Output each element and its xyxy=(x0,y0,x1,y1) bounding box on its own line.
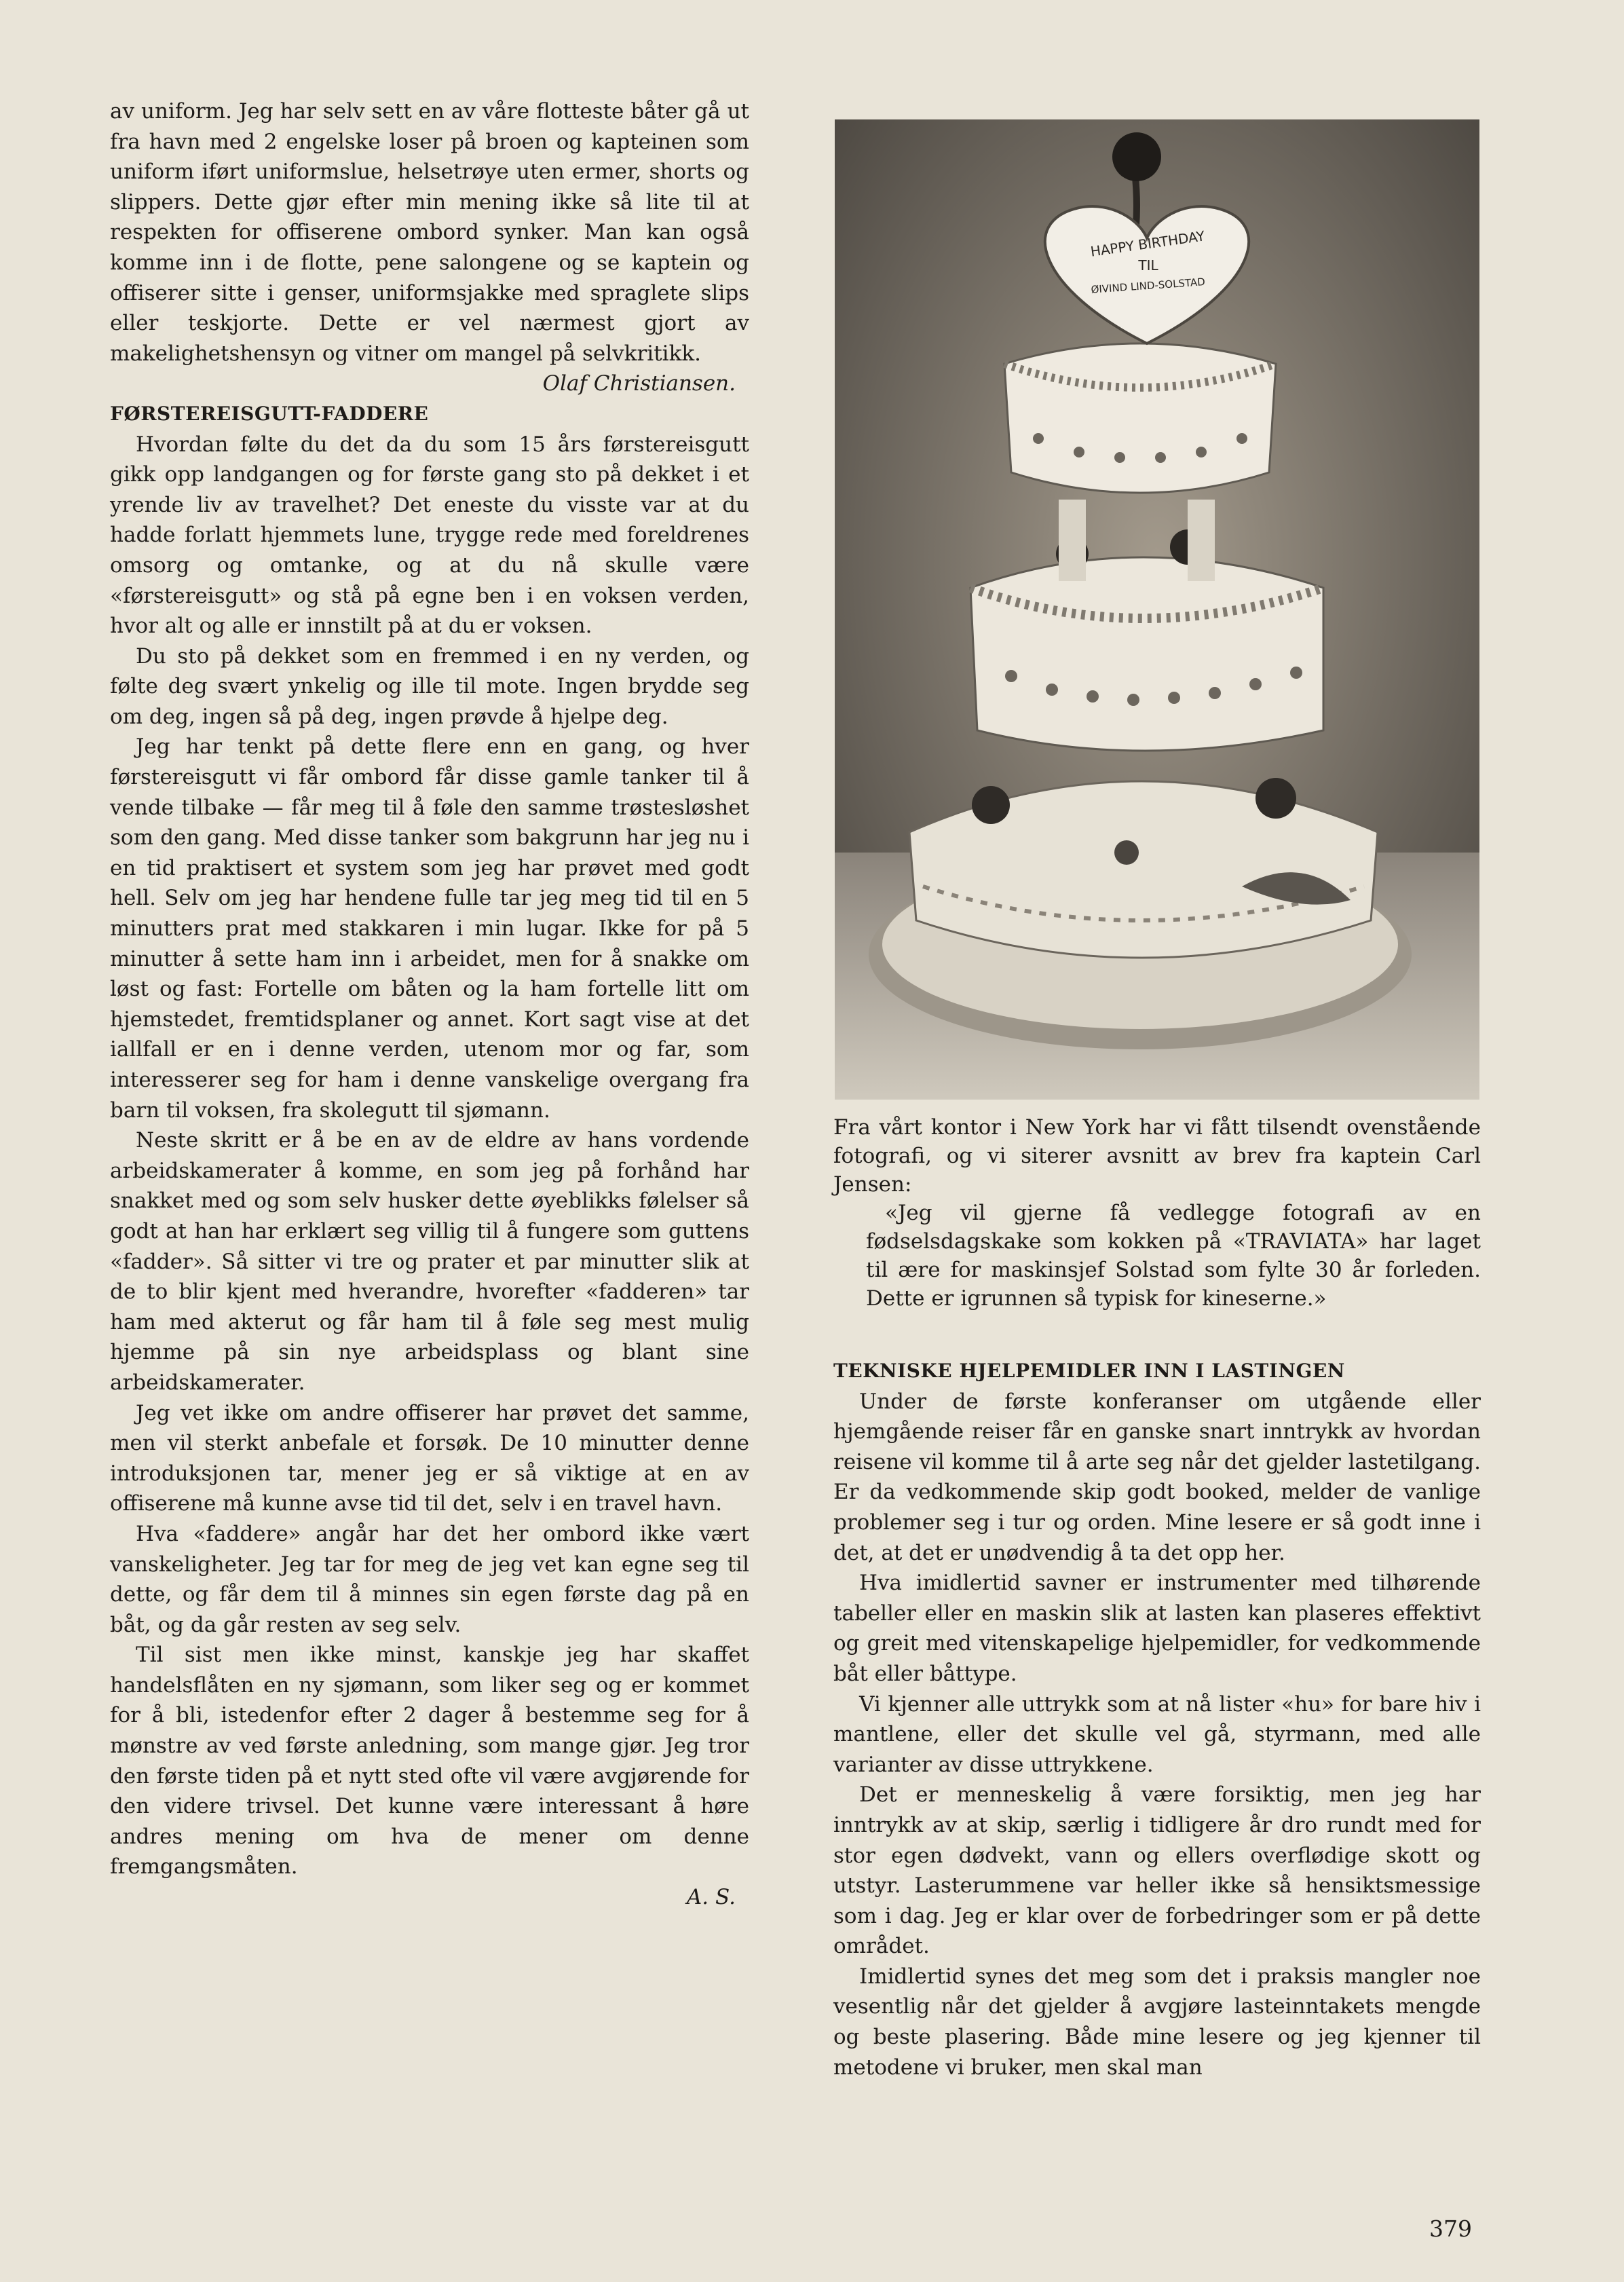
paragraph: Hva «faddere» angår har det her ombord ikke vært vanskeligheter. Jeg tar for meg de jeg vet kan egne seg til dette, og får dem til å minnes sin egen første dag på en båt, og da går resten av seg selv. xyxy=(110,1521,749,1637)
heart-sign-line1: HAPPY BIRTHDAY xyxy=(1089,227,1206,260)
cake-illustration xyxy=(835,119,1479,1100)
paragraph: Det er menneskelig å være forsiktig, men jeg har inntrykk av at skip, særlig i tidligere år dro rundt med for stor egen dødvekt, vann og ellers overflødige skott og utstyr. Lasterummene var heller ikke så hensiktsmessige som i dag. Jeg er klar over de forbedringer som er på dette området. xyxy=(833,1782,1481,1959)
right-column-text xyxy=(833,1113,1481,2082)
flower-decoration xyxy=(1114,840,1139,865)
flower-decoration xyxy=(972,786,1010,824)
heart-sign-line2: TIL xyxy=(1138,257,1158,274)
paragraph: Vi kjenner alle uttrykk som at nå lister «hu» for bare hiv i mantlene, eller det skulle vel gå, styrmann, med alle varianter av disse uttrykkene. xyxy=(833,1691,1481,1777)
paragraph: Til sist men ikke minst, kanskje jeg har skaffet handelsflåten en ny sjømann, som liker seg og er kommet for å bli, istedenfor efter 2 dager å bestemme seg for å mønstre av ved første anledning, som mange gjør. Jeg tror den første tiden på et nytt sted ofte vil være avgjørende for den videre trivsel. Det kunne være interessant å høre andres mening om hva de mener om denne fremgangsmåten. xyxy=(110,1643,749,1879)
left-column-text xyxy=(110,96,749,1913)
cake-tier-middle xyxy=(970,557,1323,751)
intro-signature: Olaf Christiansen. xyxy=(542,371,736,396)
captain-quote: «Jeg vil gjerne få vedlegge fotografi av en fødselsdagskake som kokken på «TRAVIATA» har laget til ære for maskinsjef Solstad som fylte 30 år forleden. Dette er igrunnen så typisk for kineserne.» xyxy=(866,1201,1481,1311)
cake-pillar xyxy=(1188,500,1215,581)
rose-flower xyxy=(1112,132,1161,181)
heart-sign-line3: ØIVIND LIND-SOLSTAD xyxy=(1091,276,1206,296)
cake-tier-top xyxy=(1004,343,1276,493)
paragraph: Imidlertid synes det meg som det i praksis mangler noe vesentlig når det gjelder å avgjøre lasteinntakets mengde og beste plasering. Både mine lesere og jeg kjenner til metodene vi bruker, men skal man xyxy=(833,1964,1481,2080)
flower-decoration xyxy=(1255,778,1296,819)
paragraph: Jeg har tenkt på dette flere enn en gang, og hver førstereisgutt vi får ombord får disse gamle tanker til å vende tilbake — får meg til å føle den samme trøstesløshet som den gang. Med disse tanker som bakgrunn har jeg nu i en tid praktisert et system som jeg har prøvet med godt hell. Selv om jeg har hendene fulle tar jeg meg tid til en 5 minutters prat med stakkaren i min lugar. Ikke for på 5 minutter å sette ham inn i arbeidet, men for å snakke om løst og fast: Fortelle om båten og la ham fortelle litt om hjemstedet, fremtidsplaner og annet. Kort sagt vise at det iallfall er en i denne verden, utenom mor og far, som interesserer seg for ham i denne vanskelige overgang fra barn til voksen, fra skolegutt til sjømann. xyxy=(110,734,749,1123)
section-heading-faddere: FØRSTEREISGUTT-FADDERE xyxy=(110,402,429,425)
paragraph: Du sto på dekket som en fremmed i en ny verden, og følte deg svært ynkelig og ille til mote. Ingen brydde seg om deg, ingen så på deg, ingen prøvde å hjelpe deg. xyxy=(110,643,749,729)
article-signature: A. S. xyxy=(686,1885,736,1910)
paragraph: Under de første konferanser om utgående eller hjemgående reiser får en ganske snart inntrykk av hvordan reisene vil komme til å arte seg når det gjelder lastetilgang. Er da vedkommende skip godt booked, melder de vanlige problemer seg i tur og orden. Mine lesere er så godt inne i det, at det er unødvendig å ta det opp her. xyxy=(833,1389,1481,1565)
photo-caption: Fra vårt kontor i New York har vi fått tilsendt ovenstående fotografi, og vi siterer avsnitt av brev fra kaptein Carl Jensen: xyxy=(833,1115,1481,1197)
paragraph: Hva imidlertid savner er instrumenter med tilhørende tabeller eller en maskin slik at lasten kan plaseres effektivt og greit med vitenskapelige hjelpemidler, for vedkommende båt eller båttype. xyxy=(833,1571,1481,1686)
paragraph: Neste skritt er å be en av de eldre av hans vordende arbeidskamerater å komme, en som jeg på forhånd har snakket med og som selv husker dette øyeblikks følelser så godt at han har erklært seg villig til å fungere som guttens «fadder». Så sitter vi tre og prater et par minutter slik at de to blir kjent med hverandre, hvorefter «fadderen» tar ham med akterut og får ham til å føle seg mest mulig hjemme på sin nye arbeidsplass og blant sine arbeidskamerater. xyxy=(110,1128,749,1395)
page-number: 379 xyxy=(1429,2215,1472,2242)
paragraph: Hvordan følte du det da du som 15 års førstereisgutt gikk opp landgangen og for første gang sto på dekket i et yrende liv av travelhet? Det eneste du visste var at du hadde forlatt hjemmets lune, trygge rede med foreldrenes omsorg og omtanke, og at du nå skulle være «førstereisgutt» og stå på egne ben i en voksen verden, hvor alt og alle er innstilt på at du er voksen. xyxy=(110,432,749,639)
cake-pillar xyxy=(1059,500,1086,581)
paragraph: Jeg vet ikke om andre offiserer har prøvet det samme, men vil sterkt anbefale et forsøk. De 10 minutter denne introduksjonen tar, mener jeg er så viktige at en av offiserene må kunne avse tid til det, selv i en travel havn. xyxy=(110,1400,749,1516)
intro-paragraph: av uniform. Jeg har selv sett en av våre flotteste båter gå ut fra havn med 2 engelske loser på broen og kapteinen som uniform iført uniformslue, helsetrøye uten ermer, shorts og slippers. Dette gjør efter min mening ikke så lite til at respekten for offiserene ombord synker. Man kan også komme inn i de flotte, pene salongene og se kaptein og offiserer sitte i genser, uniformsjakke med spraglete slips eller teskjorte. Dette er vel nærmest gjort av makelighetshensyn og vitner om mangel på selvkritikk. xyxy=(110,99,749,366)
birthday-cake-photo xyxy=(835,119,1479,1100)
section-heading-tekniske: TEKNISKE HJELPEMIDLER INN I LASTINGEN xyxy=(833,1360,1345,1382)
